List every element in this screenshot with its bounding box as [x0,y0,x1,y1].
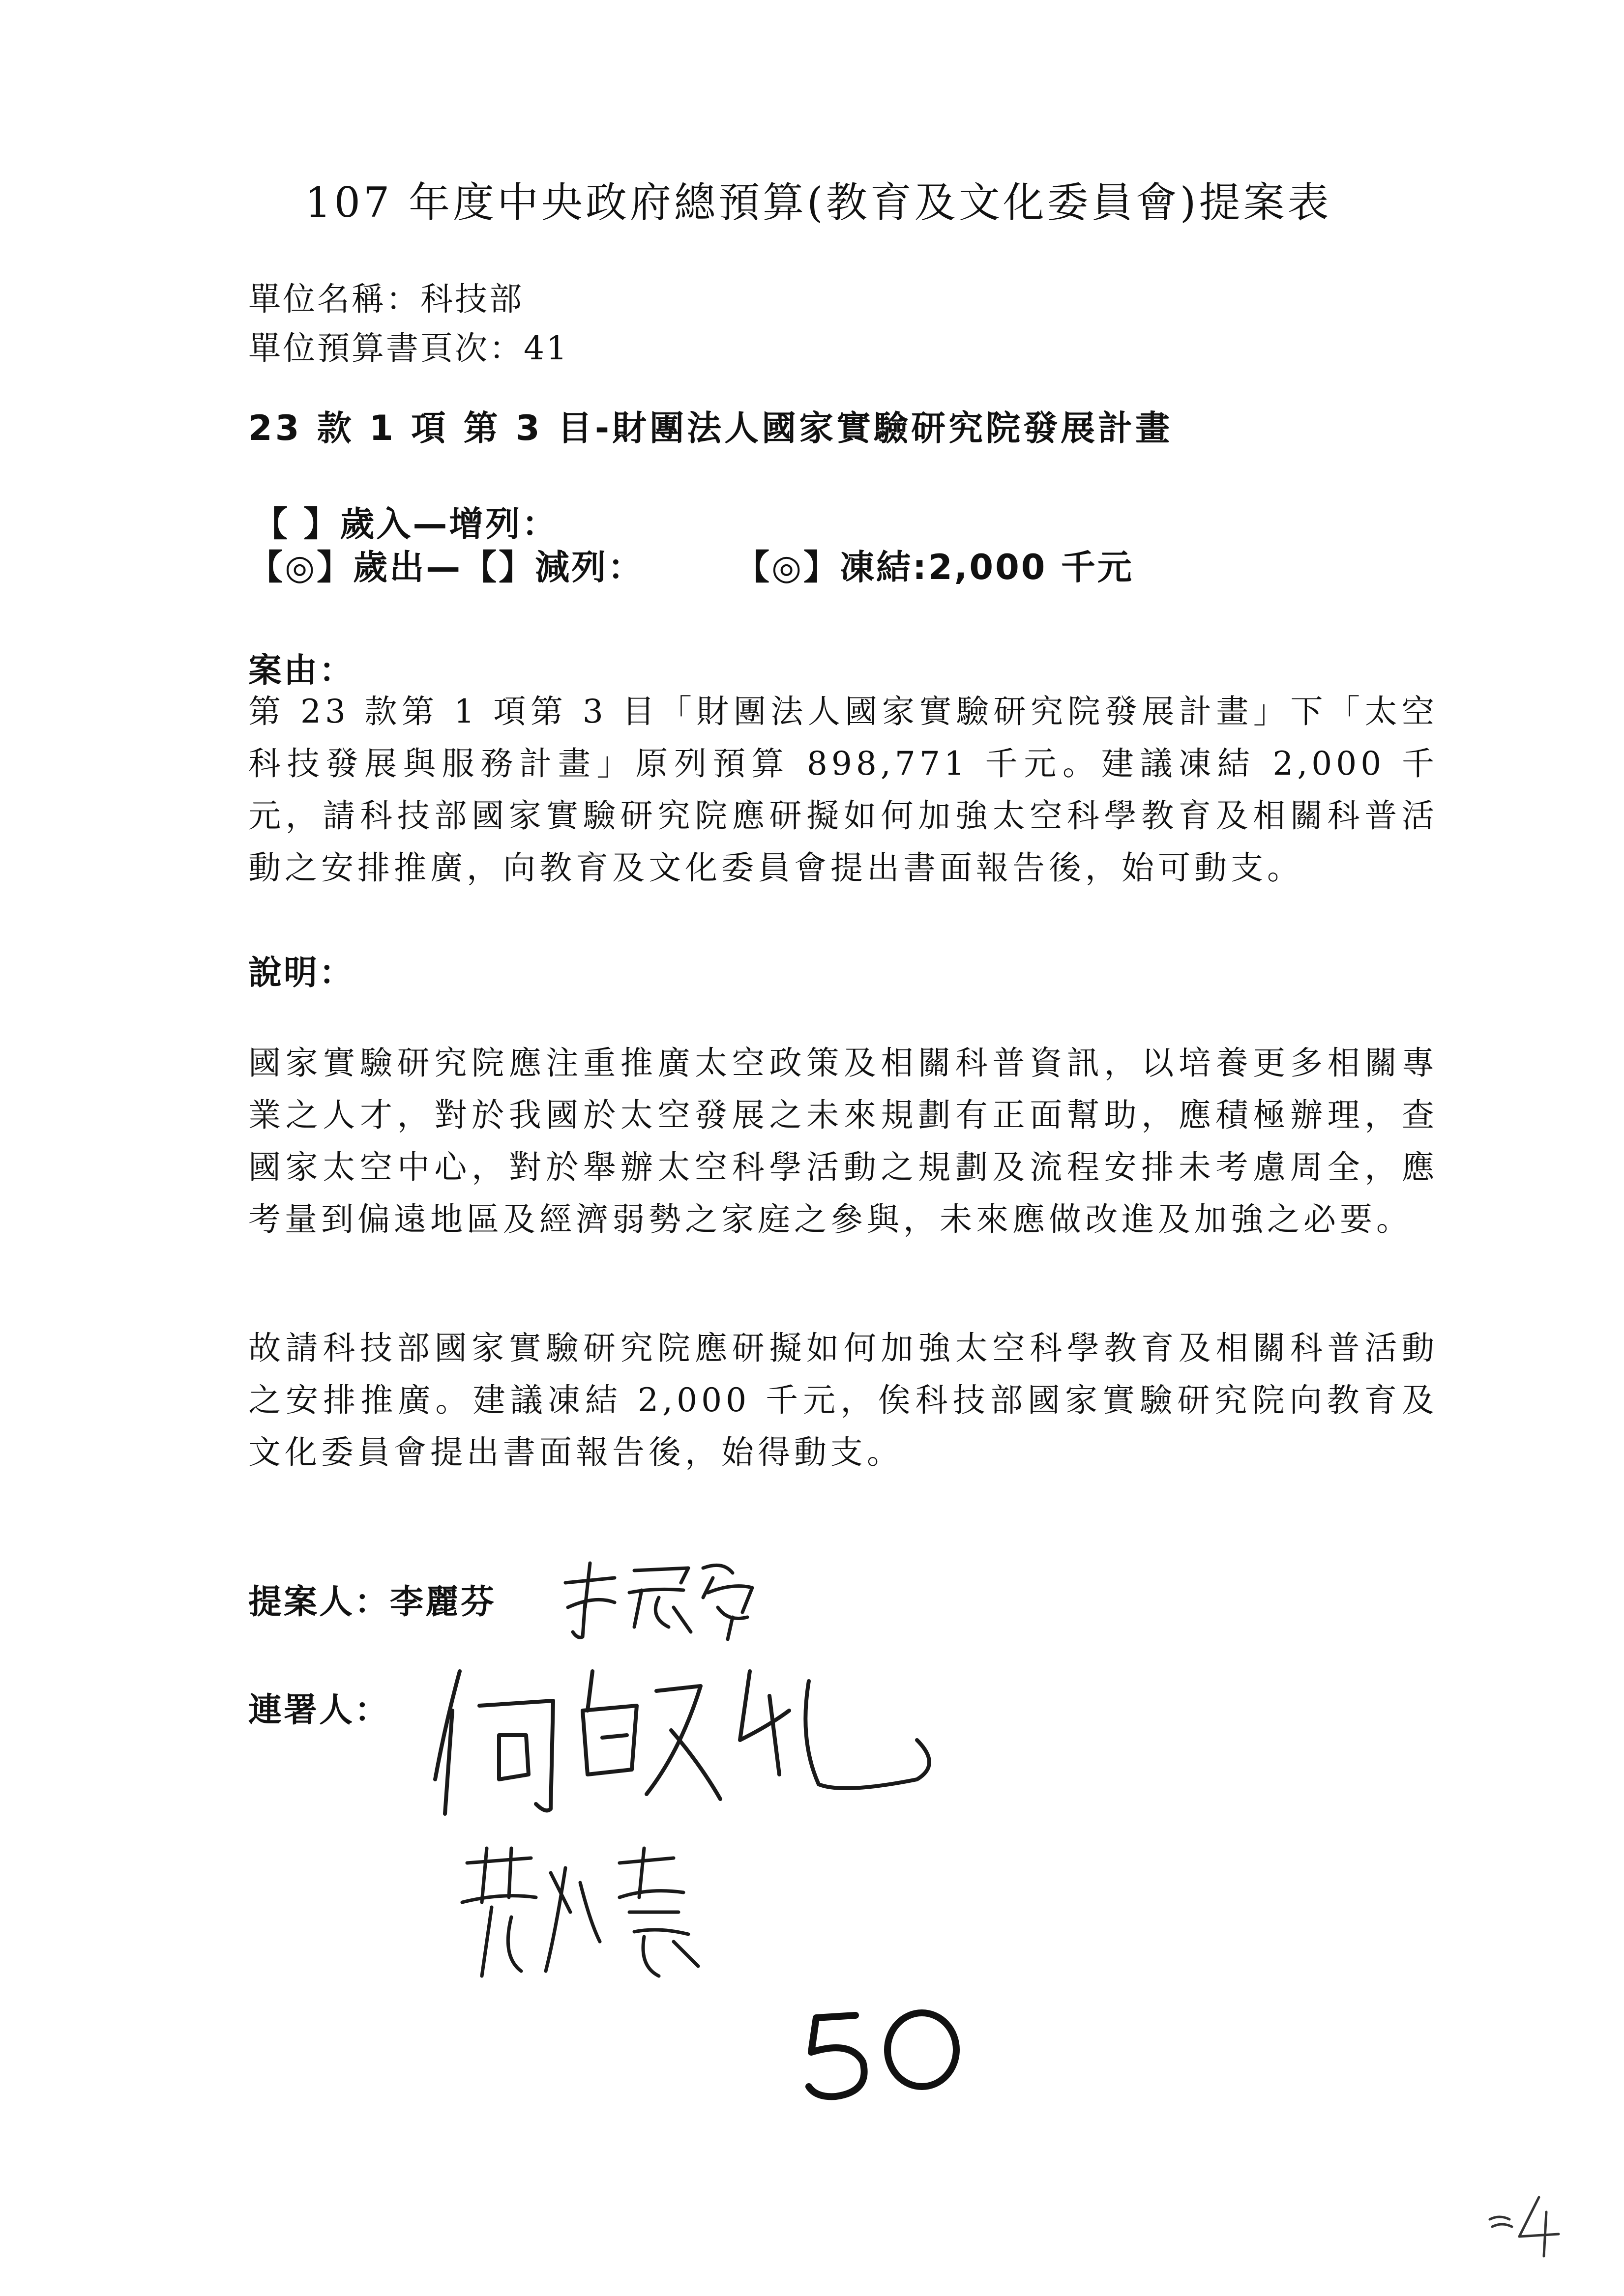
proposer-signature [556,1553,782,1644]
proposer-label: 提案人：李麗芬 [248,1583,497,1622]
cosigner-label: 連署人： [248,1691,390,1730]
cosigner-2-signature [452,1843,767,1993]
explanation-label: 說明： [248,954,355,992]
handwritten-page-number [797,2005,974,2106]
cosigner-1-signature [425,1652,946,1821]
reason-label: 案由： [248,651,355,690]
option-freeze: 【◎】凍結:2,000 千元 [735,547,1134,587]
budget-item-line: 23 款 1 項 第 3 目-財團法人國家實驗研究院發展計畫 [248,408,1173,448]
budget-page-number: 單位預算書頁次：41 [248,329,569,367]
explanation-paragraph-2: 故請科技部國家實驗研究院應研擬如何加強太空科學教育及相關科普活動之安排推廣。建議凍結 2,000 千元，俟科技部國家實驗研究院向教育及文化委員會提出書面報告後，始得動支。 [248,1329,1438,1471]
reason-text: 第 23 款第 1 項第 3 目「財團法人國家實驗研究院發展計畫」下「太空科技發展與服務計畫」原列預算 898,771 千元。建議凍結 2,000 千元，請科技部國家實驗研究院應研擬如何加強太空科學教育及相關科普活動之安排推廣，向教育及文化委員會提出書面報告後，始可動支。 [248,693,1438,887]
option-revenue-increase: 【 】歲入—增列： [253,504,559,544]
corner-mark [1485,2192,1583,2263]
unit-name: 單位名稱：科技部 [248,280,524,318]
explanation-paragraph-1: 國家實驗研究院應注重推廣太空政策及相關科普資訊，以培養更多相關專業之人才，對於我國於太空發展之未來規劃有正面幫助，應積極辦理，查國家太空中心，對於舉辦太空科學活動之規劃及流程安排未考慮周全，應考量到偏遠地區及經濟弱勢之家庭之參與，未來應做改進及加強之必要。 [248,1044,1438,1238]
option-expenditure-decrease: 【◎】歲出—【】減列： [248,547,645,587]
document-title: 107 年度中央政府總預算(教育及文化委員會)提案表 [305,178,1332,227]
